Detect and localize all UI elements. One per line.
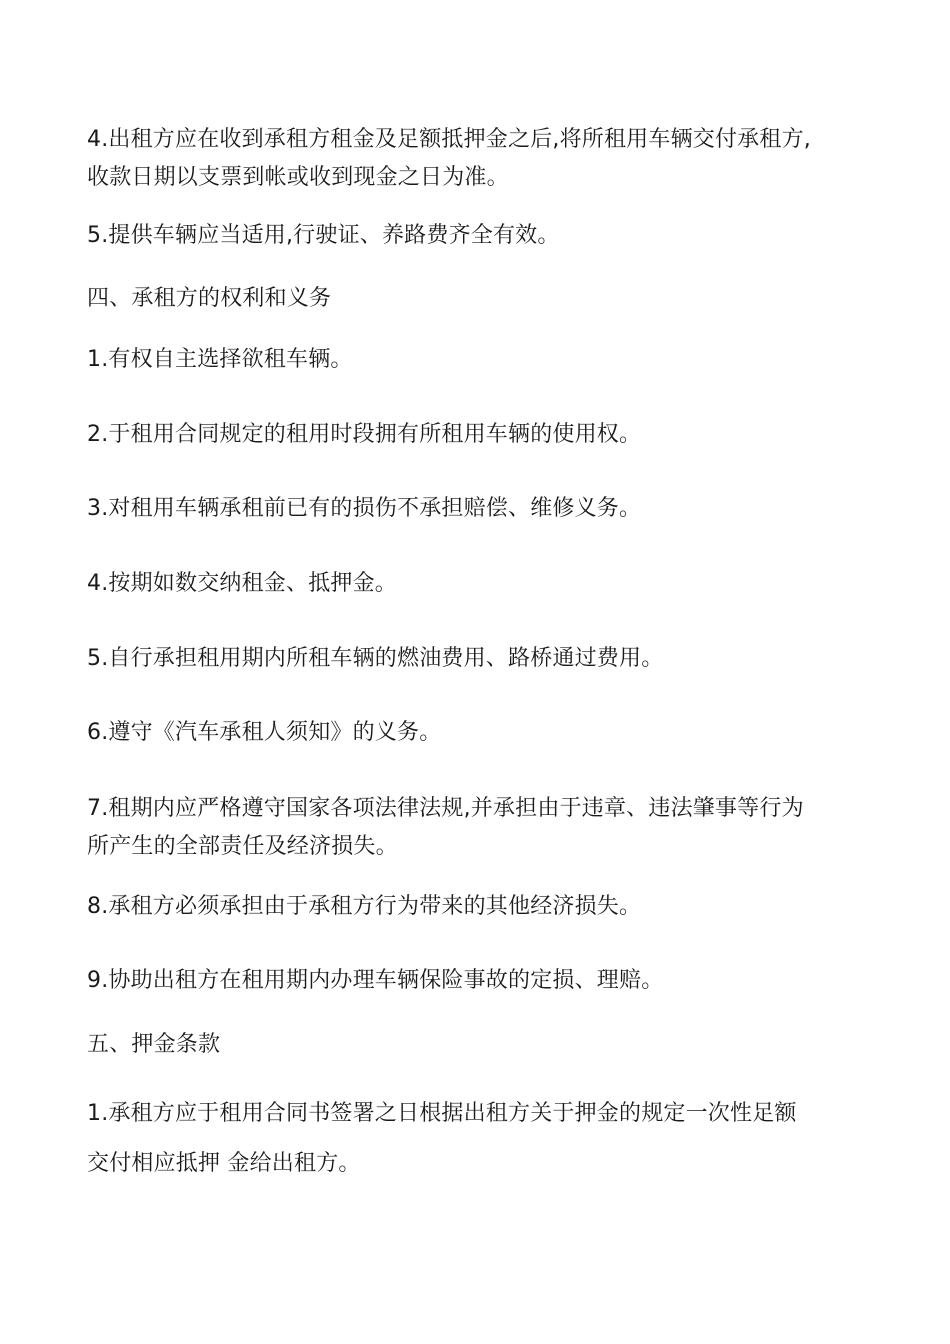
paragraph-lessor-5 <box>87 221 877 251</box>
text-line: 7.租期内应严格遵守国家各项法律法规,并承担由于违章、违法肇事等行为 <box>87 796 804 821</box>
text-line: 2.于租用合同规定的租用时段拥有所租用车辆的使用权。 <box>87 422 642 447</box>
paragraph-lessee-4 <box>87 569 877 599</box>
paragraph-lessee-1 <box>87 345 877 375</box>
text-line: 五、押金条款 <box>87 1032 221 1057</box>
text-line: 4.按期如数交纳租金、抵押金。 <box>87 571 397 596</box>
text-line: 3.对租用车辆承租前已有的损伤不承担赔偿、维修义务。 <box>87 496 642 521</box>
text-line: 收款日期以支票到帐或收到现金之日为准。 <box>87 165 509 190</box>
paragraph-lessee-6 <box>87 718 877 748</box>
text-line: 1.有权自主选择欲租车辆。 <box>87 347 353 372</box>
text-line: 5.提供车辆应当适用,行驶证、养路费齐全有效。 <box>87 223 560 248</box>
section-heading-deposit <box>87 1030 877 1060</box>
paragraph-lessee-9 <box>87 966 877 996</box>
paragraph-lessee-3 <box>87 494 877 524</box>
text-line: 四、承租方的权利和义务 <box>87 286 332 311</box>
text-line: 所产生的全部责任及经济损失。 <box>87 834 398 859</box>
text-line: 9.协助出租方在租用期内办理车辆保险事故的定损、理赔。 <box>87 968 664 993</box>
text-line: 5.自行承担租用期内所租车辆的燃油费用、路桥通过费用。 <box>87 646 664 671</box>
paragraph-lessee-7 <box>87 790 877 866</box>
paragraph-lessee-5 <box>87 644 877 674</box>
text-line: 6.遵守《汽车承租人须知》的义务。 <box>87 720 442 745</box>
text-line: 8.承租方必须承担由于承租方行为带来的其他经济损失。 <box>87 894 642 919</box>
paragraph-lessor-4 <box>87 121 877 197</box>
text-line: 4.出租方应在收到承租方租金及足额抵押金之后,将所租用车辆交付承租方, <box>87 127 811 152</box>
text-line: 1.承租方应于租用合同书签署之日根据出租方关于押金的规定一次性足额 <box>87 1101 797 1126</box>
text-line: 交付相应抵押 金给出租方。 <box>87 1151 361 1176</box>
paragraph-deposit-1 <box>87 1089 877 1189</box>
paragraph-lessee-2 <box>87 420 877 450</box>
section-heading-lessee-rights <box>87 284 877 314</box>
paragraph-lessee-8 <box>87 892 877 922</box>
